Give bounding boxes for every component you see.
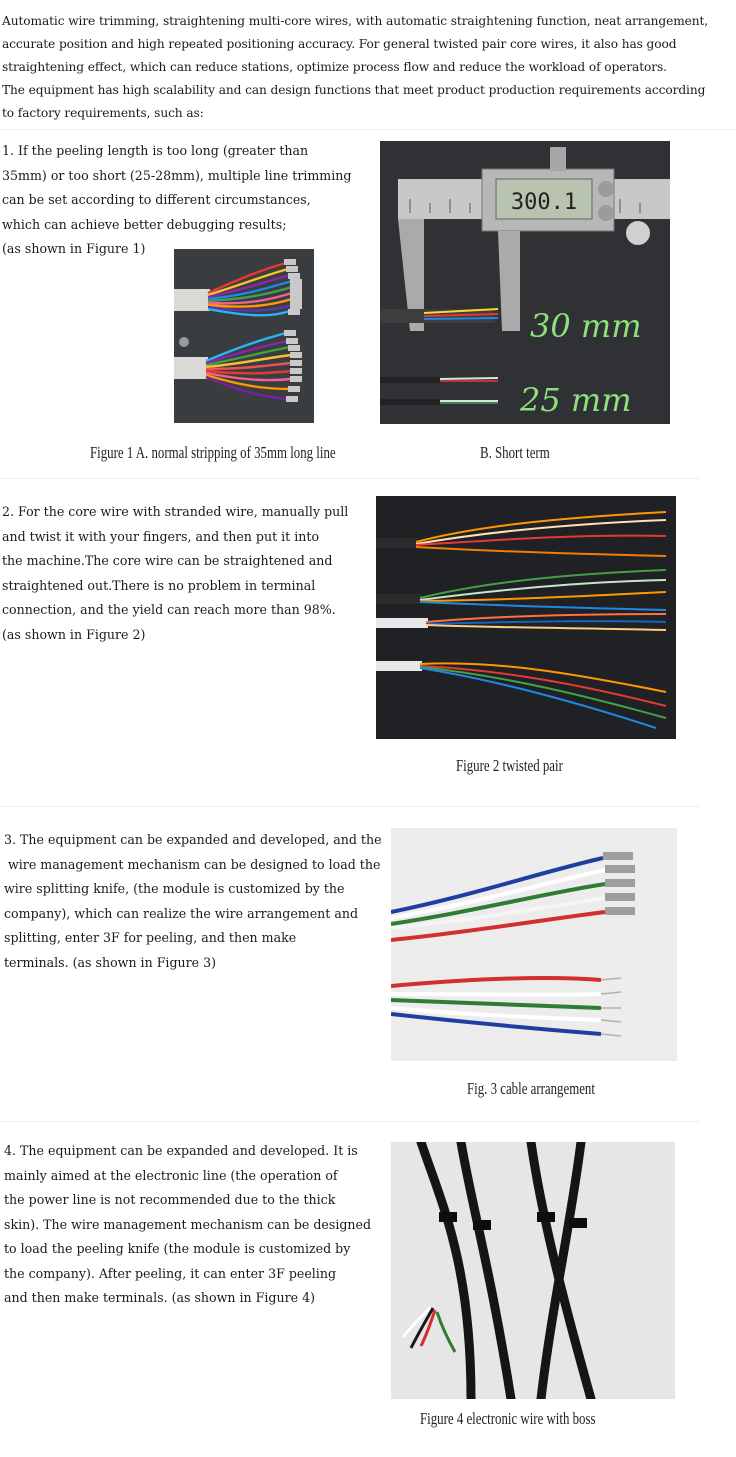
section-1-text [2, 139, 380, 262]
text-line: mainly aimed at the electronic line (the operation of [4, 1167, 338, 1183]
figure-3-photo [391, 828, 677, 1061]
text-line: (as shown in Figure 1) [2, 241, 146, 256]
figure-1b-photo [380, 141, 670, 424]
caliper-reading: 300.1 [510, 190, 578, 215]
figure-3-caption: Fig. 3 cable arrangement [467, 1079, 595, 1098]
divider [0, 1121, 700, 1122]
text-line: (as shown in Figure 2) [2, 626, 146, 642]
intro-line: accurate position and high repeated positioning accuracy. For general twisted pair core wires, it also has good [2, 37, 677, 51]
text-line: can be set according to different circumstances, [2, 192, 311, 207]
section-2-text [2, 500, 382, 647]
figure-2-photo [376, 496, 676, 739]
text-line: connection, and the yield can reach more than 98%. [2, 602, 336, 617]
text-line: the company). After peeling, it can enter 3F peeling [4, 1265, 337, 1281]
figure-1a-photo [174, 249, 314, 423]
intro-line: straightening effect, which can reduce stations, optimize process flow and reduce the workload of operators. [2, 60, 667, 74]
figure-4-caption: Figure 4 electronic wire with boss [420, 1409, 596, 1428]
text-line: skin). The wire management mechanism can be designed [4, 1216, 372, 1232]
divider [0, 478, 700, 479]
text-line: and then make terminals. (as shown in Figure 4) [4, 1290, 316, 1305]
text-line: 35mm) or too short (25-28mm), multiple line trimming [2, 167, 352, 183]
figure-2-caption: Figure 2 twisted pair [456, 756, 563, 775]
text-line: 2. For the core wire with stranded wire, manually pull [2, 504, 349, 519]
text-line: 1. If the peeling length is too long (greater than [2, 143, 309, 158]
figure-1b-caption: B. Short term [480, 443, 550, 462]
text-line: splitting, enter 3F for peeling, and then make [4, 930, 297, 945]
text-line: the machine.The core wire can be straightened and [2, 553, 333, 568]
intro-line: Automatic wire trimming, straightening multi-core wires, with automatic straightening function, neat arrangement, [2, 14, 709, 28]
divider [0, 129, 736, 130]
figure-1a-caption: Figure 1 A. normal stripping of 35mm long line [90, 443, 336, 462]
figure-4-photo [391, 1142, 675, 1399]
text-line: to load the peeling knife (the module is customized by [4, 1241, 351, 1256]
text-line: the power line is not recommended due to the thick [4, 1192, 336, 1207]
text-line: wire management mechanism can be designed to load the [4, 856, 381, 872]
intro-line: The equipment has high scalability and can design functions that meet product production requirements according [2, 83, 706, 97]
intro-line: to factory requirements, such as: [2, 106, 204, 120]
section-4-text [4, 1139, 390, 1311]
label-30mm: 30 mm [530, 307, 642, 345]
text-line: and twist it with your fingers, and then put it into [2, 528, 320, 544]
label-25mm: 25 mm [520, 381, 632, 419]
text-line: which can achieve better debugging results; [2, 216, 287, 232]
text-line: company), which can realize the wire arrangement and [4, 905, 359, 921]
text-line: terminals. (as shown in Figure 3) [4, 954, 217, 970]
text-line: wire splitting knife, (the module is customized by the [4, 881, 345, 896]
text-line: straightened out.There is no problem in terminal [2, 577, 316, 593]
text-line: 4. The equipment can be expanded and developed. It is [4, 1143, 358, 1158]
intro-text [2, 10, 736, 125]
text-line: 3. The equipment can be expanded and developed, and the [4, 832, 382, 847]
section-3-text [4, 828, 392, 975]
divider [0, 806, 700, 807]
